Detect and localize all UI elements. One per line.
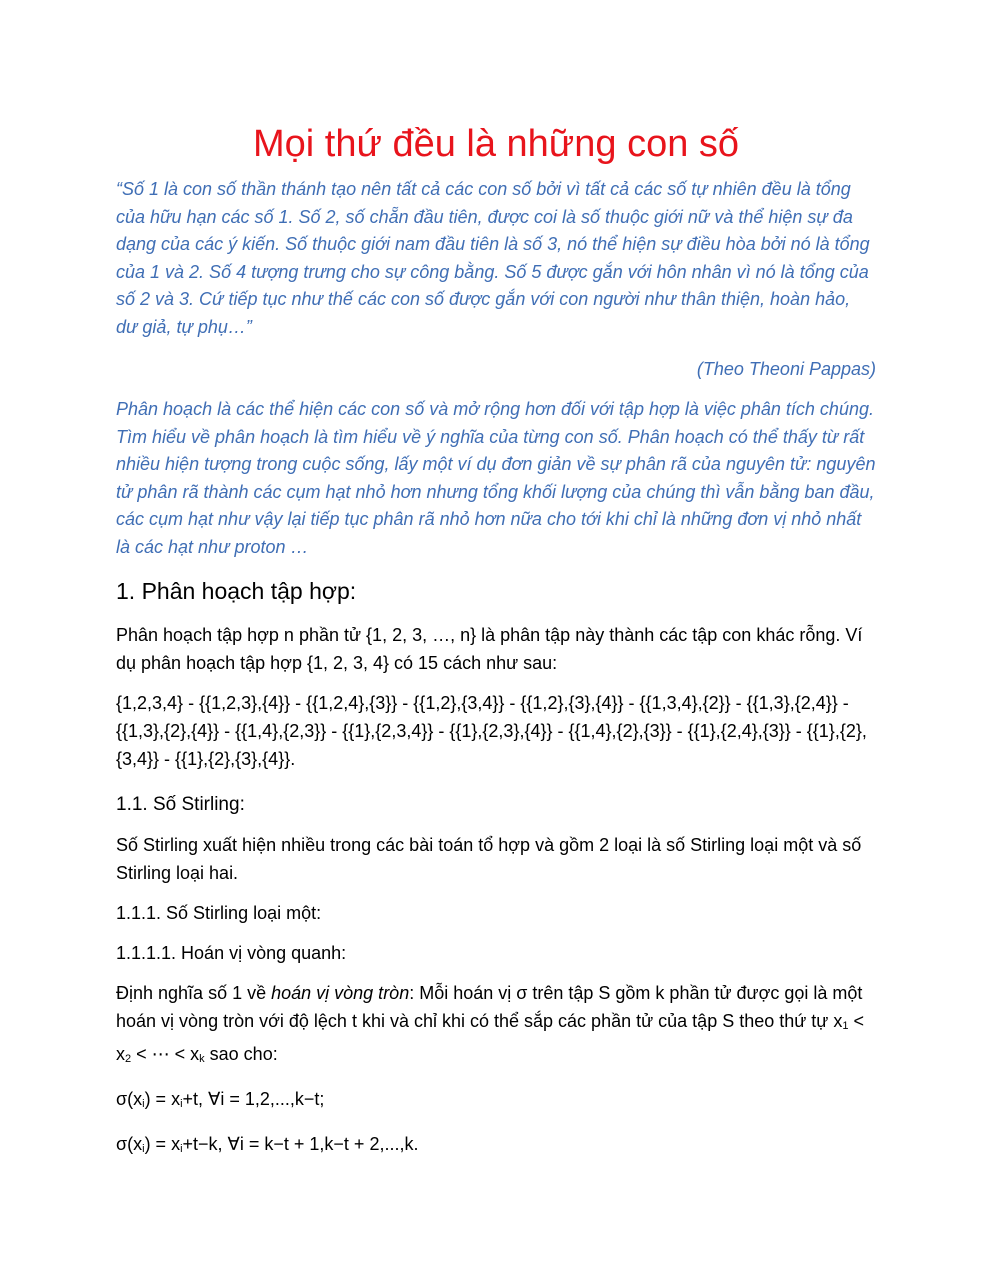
intro-paragraph: Phân hoạch là các thể hiện các con số và mở rộng hơn đối với tập hợp là việc phân tích chúng. Tìm hiểu về phân hoạch là tìm hiểu về ý nghĩa của từng con số. Phân hoạch có thể thấy từ rất nhiều hiện tượng trong cuộc sống, lấy một ví dụ đơn giản về sự phân rã của nguyên tử: nguyên tử phân rã thành các cụm hạt nhỏ hơn nhưng tổng khối lượng của chúng thì vẫn bằng ban đầu, các cụm hạt như vậy lại tiếp tục phân rã nhỏ hơn nữa cho tới khi chỉ là những đơn vị nhỏ nhất là các hạt như proton … [116,399,876,557]
definition-tail: sao cho: [204,1044,278,1064]
section-heading-1-1-1: 1.1.1. Số Stirling loại một: [116,903,322,923]
lt-text-1: < x [116,1011,864,1064]
definition-text: : Mỗi hoán vị σ trên tập S gồm k phần tử được gọi là một hoán vị vòng tròn với độ lệch t khi và chỉ khi có thể sắp các phần tử của tập S theo thứ tự x [116,983,863,1031]
eq2-part-b: ) = x [144,1134,181,1154]
eq2-sub-i2: i [180,1143,183,1155]
eq2-part-c: +t−k, ∀i = k−t + 1,k−t + 2,...,k. [182,1134,419,1154]
document-title: Mọi thứ đều là những con số [252,123,740,165]
subscript-2: 2 [125,1053,132,1065]
subscript-1: 1 [842,1020,849,1032]
definition-paragraph [116,979,876,1073]
document-page [116,118,876,1175]
definition-term: hoán vị vòng tròn [271,983,410,1003]
equation-1 [116,1085,876,1118]
subscript-k: k [199,1053,205,1065]
eq1-sub-i: i [142,1098,145,1110]
eq1-sub-i2: i [180,1098,183,1110]
section-heading-1-1-1-1: 1.1.1.1. Hoán vị vòng quanh: [116,943,347,963]
epigraph-quote: “Số 1 là con số thần thánh tạo nên tất cả các con số bởi vì tất cả các số tự nhiên đều là tổng của hữu hạn các số 1. Số 2, số chẵn đầu tiên, được coi là số thuộc giới nữ và thể hiện sự đa dạng của các ý kiến. Số thuộc giới nam đầu tiên là số 3, nó thể hiện sự điều hòa bởi nó là tổng của 1 và 2. Số 4 tượng trưng cho sự công bằng. Số 5 được gắn với hôn nhân vì nó là tổng của số 2 và 3. Cứ tiếp tục như thế các con số được gắn với con người như thân thiện, hoàn hảo, dư giả, tự phụ…” [116,179,870,337]
section-heading-1-1: 1.1. Số Stirling: [116,794,245,815]
section-1-1-paragraph: Số Stirling xuất hiện nhiều trong các bài toán tổ hợp và gồm 2 loại là số Stirling loại một và số Stirling loại hai. [116,835,862,883]
partitions-list: {1,2,3,4} - {{1,2,3},{4}} - {{1,2,4},{3}} - {{1,2},{3,4}} - {{1,2},{3},{4}} - {{1,3,4},{2}} - {{1,3},{2,4}} - {{1,3},{2},{4}} - {{1,4},{2,3}} - {{1},{2,3,4}} - {{1},{2,3},{4}} - {{1,4},{2},{3}} - {{1},{2,4},{3}} - {{1},{2},{3,4}} - {{1},{2},{3},{4}}. [116,693,867,769]
eq2-sub-i: i [142,1143,145,1155]
equation-2 [116,1130,876,1163]
eq2-part-a: σ(x [116,1134,143,1154]
eq1-part-b: ) = x [144,1089,181,1109]
epigraph-attribution: (Theo Theoni Pappas) [696,359,876,379]
section-heading-1: 1. Phân hoạch tập hợp: [116,578,357,604]
lt-text-2: < ⋯ < x [131,1044,200,1064]
definition-prefix: Định nghĩa số 1 về [116,983,272,1003]
eq1-part-a: σ(x [116,1089,143,1109]
section-1-paragraph: Phân hoạch tập hợp n phần tử {1, 2, 3, …, n} là phân tập này thành các tập con khác rỗng. Ví dụ phân hoạch tập hợp {1, 2, 3, 4} có 15 cách như sau: [116,625,863,673]
eq1-part-c: +t, ∀i = 1,2,...,k−t; [182,1089,325,1109]
